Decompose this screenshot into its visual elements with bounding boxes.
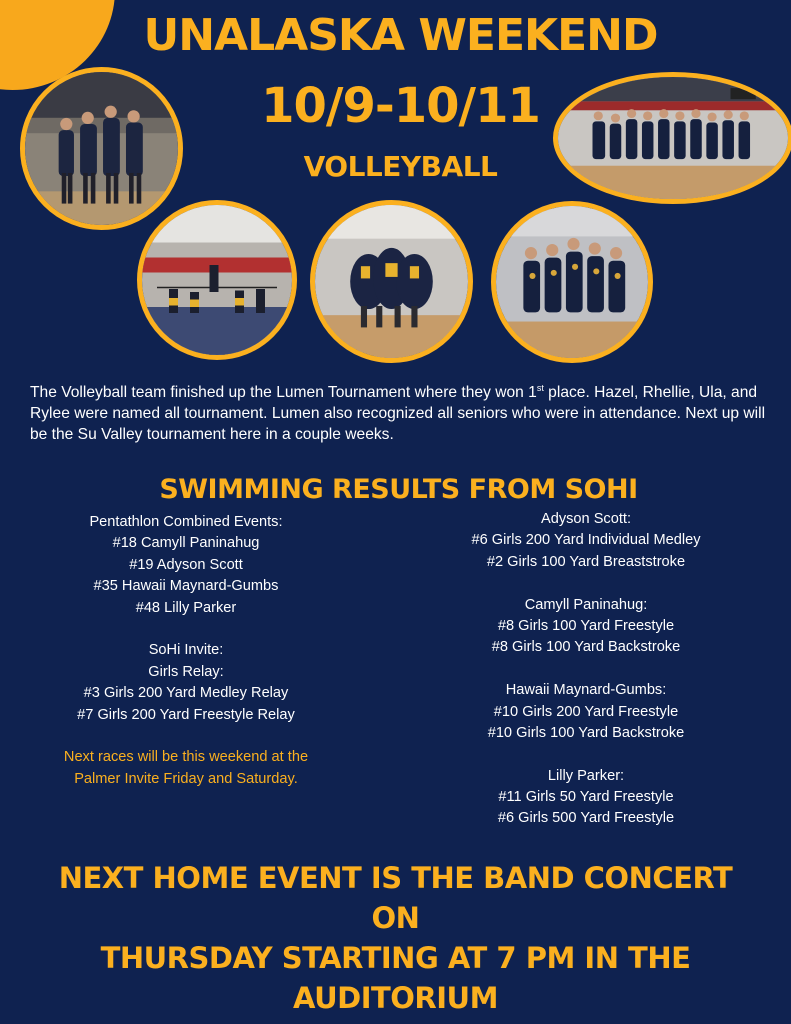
list-item: #18 Camyll Paninahug [112,535,260,552]
swimmer-name: Adyson Scott: [540,511,632,527]
team-huddle-photo [310,200,473,363]
list-item: #48 Lilly Parker [135,599,237,616]
list-item: #35 Hawaii Maynard-Gumbs [93,578,279,595]
list-item: #10 Girls 200 Yard Freestyle [493,703,679,720]
players-with-medals-photo [491,201,653,363]
volleyball-summary-text-end: place. Hazel, Rhellie, Ula, and Rylee were named all tournament. Lumen also recognized all seniors who were in attendance. Next up will be the Su Valley tournament here in a couple weeks. [30,384,766,444]
list-item: #2 Girls 100 Yard Breaststroke [486,553,686,570]
swimmer-name: Camyll Paninahug: [524,596,648,613]
event-line: THURSDAY STARTING AT 7 PM IN THE [100,941,691,975]
next-races-note: Palmer Invite Friday and Saturday. [74,770,298,787]
list-item: #7 Girls 200 Yard Freestyle Relay [77,706,295,723]
team-photo-four-players [20,67,183,230]
list-item: #8 Girls 100 Yard Backstroke [491,639,681,656]
section-title-swimming: SWIMMING RESULTS FROM SOHI [159,474,638,505]
spacer [440,659,732,680]
game-action-photo [137,200,297,360]
list-item: #6 Girls 500 Yard Freestyle [497,810,675,827]
list-item: #6 Girls 200 Yard Individual Medley [471,532,701,549]
swimming-results-left [40,512,332,790]
volleyball-summary-text-start: The Volleyball team finished up the Lumen Tournament where they won 1 [30,384,537,402]
spacer [40,726,332,747]
volleyball-summary [30,378,770,445]
ordinal-suffix: st [536,383,544,393]
event-line: NEXT HOME EVENT IS THE BAND CONCERT ON [58,861,733,935]
list-item: #19 Adyson Scott [129,556,243,573]
list-item: #3 Girls 200 Yard Medley Relay [83,685,289,702]
list-item: #11 Girls 50 Yard Freestyle [498,789,674,806]
next-home-event-banner [40,858,751,1018]
swimming-results-right [440,509,732,830]
relay-heading: Girls Relay: [148,663,224,680]
team-photo-group-gym [553,72,791,204]
swimmer-name: Hawaii Maynard-Gumbs: [505,682,667,699]
section-title-volleyball: VOLLEYBALL [303,150,498,183]
invite-heading: SoHi Invite: [148,642,224,659]
list-item: #10 Girls 100 Yard Backstroke [487,724,685,741]
spacer [40,619,332,640]
page-title: UNALASKA WEEKEND [143,10,658,61]
date-range: 10/9-10/11 [261,78,540,134]
spacer [440,744,732,765]
pentathlon-heading: Pentathlon Combined Events: [89,514,283,530]
list-item: #8 Girls 100 Yard Freestyle [497,617,675,634]
next-races-note: Next races will be this weekend at the [63,749,309,766]
spacer [440,573,732,594]
event-line: AUDITORIUM [293,981,498,1015]
swimmer-name: Lilly Parker: [547,767,625,784]
